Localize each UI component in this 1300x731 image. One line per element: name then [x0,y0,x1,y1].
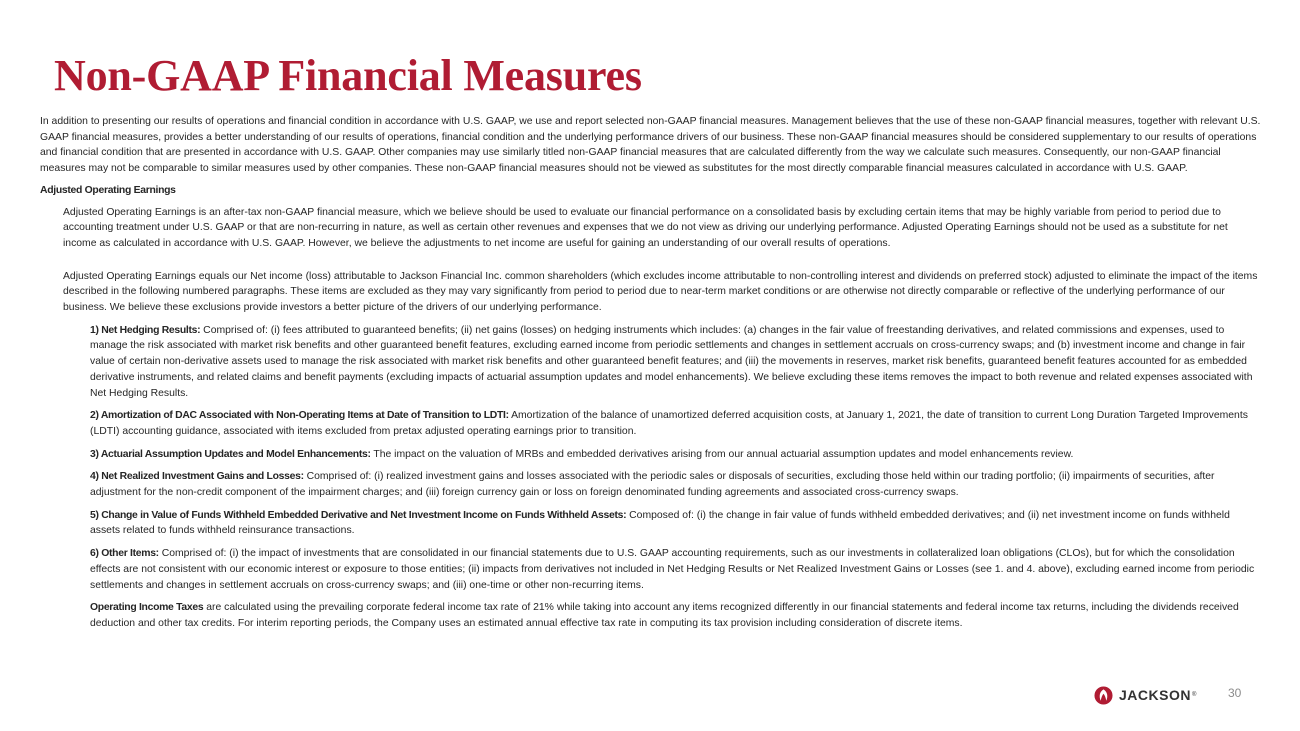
calculation-paragraph: Adjusted Operating Earnings equals our Net income (loss) attributable to Jackson Financial Inc. common shareholders (which excludes income attributable to non-controlling interest and dividends on preferred stock) adjusted to eliminate the impact of the items described in the following numbered paragraphs. These items are excluded as they may vary significantly from period to period due to near-term market conditions or are otherwise not directly comparable or reflective of the underlying performance of our business. We believe these exclusions provide investors a better picture of the drivers of our underlying performance. [63,270,1258,314]
jackson-logo-icon [1094,686,1113,705]
item-net-hedging-results [40,323,1262,402]
item-text: Comprised of: (i) the impact of investments that are consolidated in our financial statements due to U.S. GAAP accounting requirements, such as our investments in collateralized loan obligations (CLOs), but for which the consolidation effects are not consistent with our economic interest or exposure to those entities; (ii) impacts from derivatives not included in Net Hedging Results or Net Realized Investment Gains or Losses (see 1. and 4. above), excluding earned income from periodic settlements and changes in settlement accruals on cross-currency swaps; and (iii) one-time or other non-recurring items. [90,548,1255,591]
item-funds-withheld [40,508,1262,539]
registered-mark: ® [1191,692,1197,698]
page-title: Non-GAAP Financial Measures [54,51,642,100]
item-text: The impact on the valuation of MRBs and embedded derivatives arising from our annual actuarial assumption updates and model enhancements review. [370,448,1074,460]
item-operating-income-taxes [40,600,1262,631]
item-label: 4) Net Realized Investment Gains and Losses: [90,471,304,483]
item-other-items [40,546,1262,593]
item-text: Amortization of the balance of unamortized deferred acquisition costs, at January 1, 2021, the date of transition to current Long Duration Targeted Improvements (LDTI) accounting guidance, associated with items excluded from pretax adjusted operating earnings prior to transition. [90,410,1248,437]
definition-paragraph: Adjusted Operating Earnings is an after-tax non-GAAP financial measure, which we believe should be used to evaluate our financial performance on a consolidated basis by excluding certain items that may be highly variable from period to period due to accounting treatment under U.S. GAAP or that are non-recurring in nature, as well as certain other revenues and expenses that we do not view as driving our underlying performance. Adjusted Operating Earnings should not be used as a substitute for net income as calculated in accordance with U.S. GAAP. However, we believe the adjustments to net income are useful for gaining an understanding of our overall results of operations. [63,206,1228,249]
item-text: are calculated using the prevailing corporate federal income tax rate of 21% while taking into account any items recognized differently in our financial statements and federal income tax returns, including the dividends received deduction and other tax credits. For interim reporting periods, the Company uses an estimated annual effective tax rate in computing its tax provision including consideration of discrete items. [90,602,1239,629]
item-label: Operating Income Taxes [90,602,204,614]
item-text: Comprised of: (i) fees attributed to guaranteed benefits; (ii) net gains (losses) on hedging instruments which includes: (a) changes in the fair value of freestanding derivatives, and related commissions and expenses, used to manage the risk associated with market risk benefits and other guaranteed benefit features, excluding earned income from periodic settlements and changes in settlement accruals on cross-currency swaps; and (b) investment income and change in fair value of certain non-derivative assets used to manage the risk associated with market risk benefits and other guaranteed benefit features; and (iii) the movements in reserves, market risk benefits, guaranteed benefit features accounted for as embedded derivative instruments, and related claims and benefit payments (excluding impacts of actuarial assumption updates and model enhancements). We believe excluding these items removes the impact to both revenue and related expenses associated with Net Hedging Results. [90,324,1253,399]
page-number: 30 [1228,686,1242,700]
item-label: 3) Actuarial Assumption Updates and Model Enhancements: [90,448,371,460]
item-amortization-of-dac [40,408,1262,439]
item-actuarial-assumption-updates [40,447,1262,463]
item-label: 2) Amortization of DAC Associated with Non-Operating Items at Date of Transition to LDTI: [90,410,509,422]
item-label: 1) Net Hedging Results: [90,324,201,336]
intro-paragraph: In addition to presenting our results of operations and financial condition in accordance with U.S. GAAP, we use and report selected non-GAAP financial measures. Management believes that the use of these non-GAAP financial measures, together with relevant U.S. GAAP financial measures, provides a better understanding of our results of operations, financial condition and the underlying performance drivers of our business. These non-GAAP financial measures should be considered supplementary to our results of operations and financial condition that are presented in accordance with U.S. GAAP. Other companies may use similarly titled non-GAAP financial measures that are calculated differently from the way we calculate such measures. Consequently, our non-GAAP financial measures may not be comparable to similar measures used by other companies. These non-GAAP financial measures should not be viewed as substitutes for the most directly comparable financial measures calculated in accordance with U.S. GAAP. [40,116,1261,175]
item-net-realized-investment-gains [40,469,1262,500]
section-heading-adjusted-operating-earnings: Adjusted Operating Earnings [40,184,176,196]
jackson-logo-text: JACKSON [1119,687,1191,703]
item-label: 6) Other Items: [90,548,159,560]
item-label: 5) Change in Value of Funds Withheld Embedded Derivative and Net Investment Income on Funds Withheld Assets: [90,509,627,521]
item-text: Composed of: (i) the change in fair value of funds withheld embedded derivatives; and (ii) net investment income on funds withheld assets related to funds withheld reinsurance transactions. [90,509,1230,537]
jackson-logo [1094,684,1196,706]
item-text: Comprised of: (i) realized investment gains and losses associated with the periodic sales or disposals of securities, excluding those held within our trading portfolio; (ii) impairments of securities, after adjustment for the non-credit component of the impairment charges; and (iii) foreign currency gain or loss on foreign denominated funding agreements and associated cross-currency swaps. [90,471,1215,499]
content-body [40,114,1262,639]
